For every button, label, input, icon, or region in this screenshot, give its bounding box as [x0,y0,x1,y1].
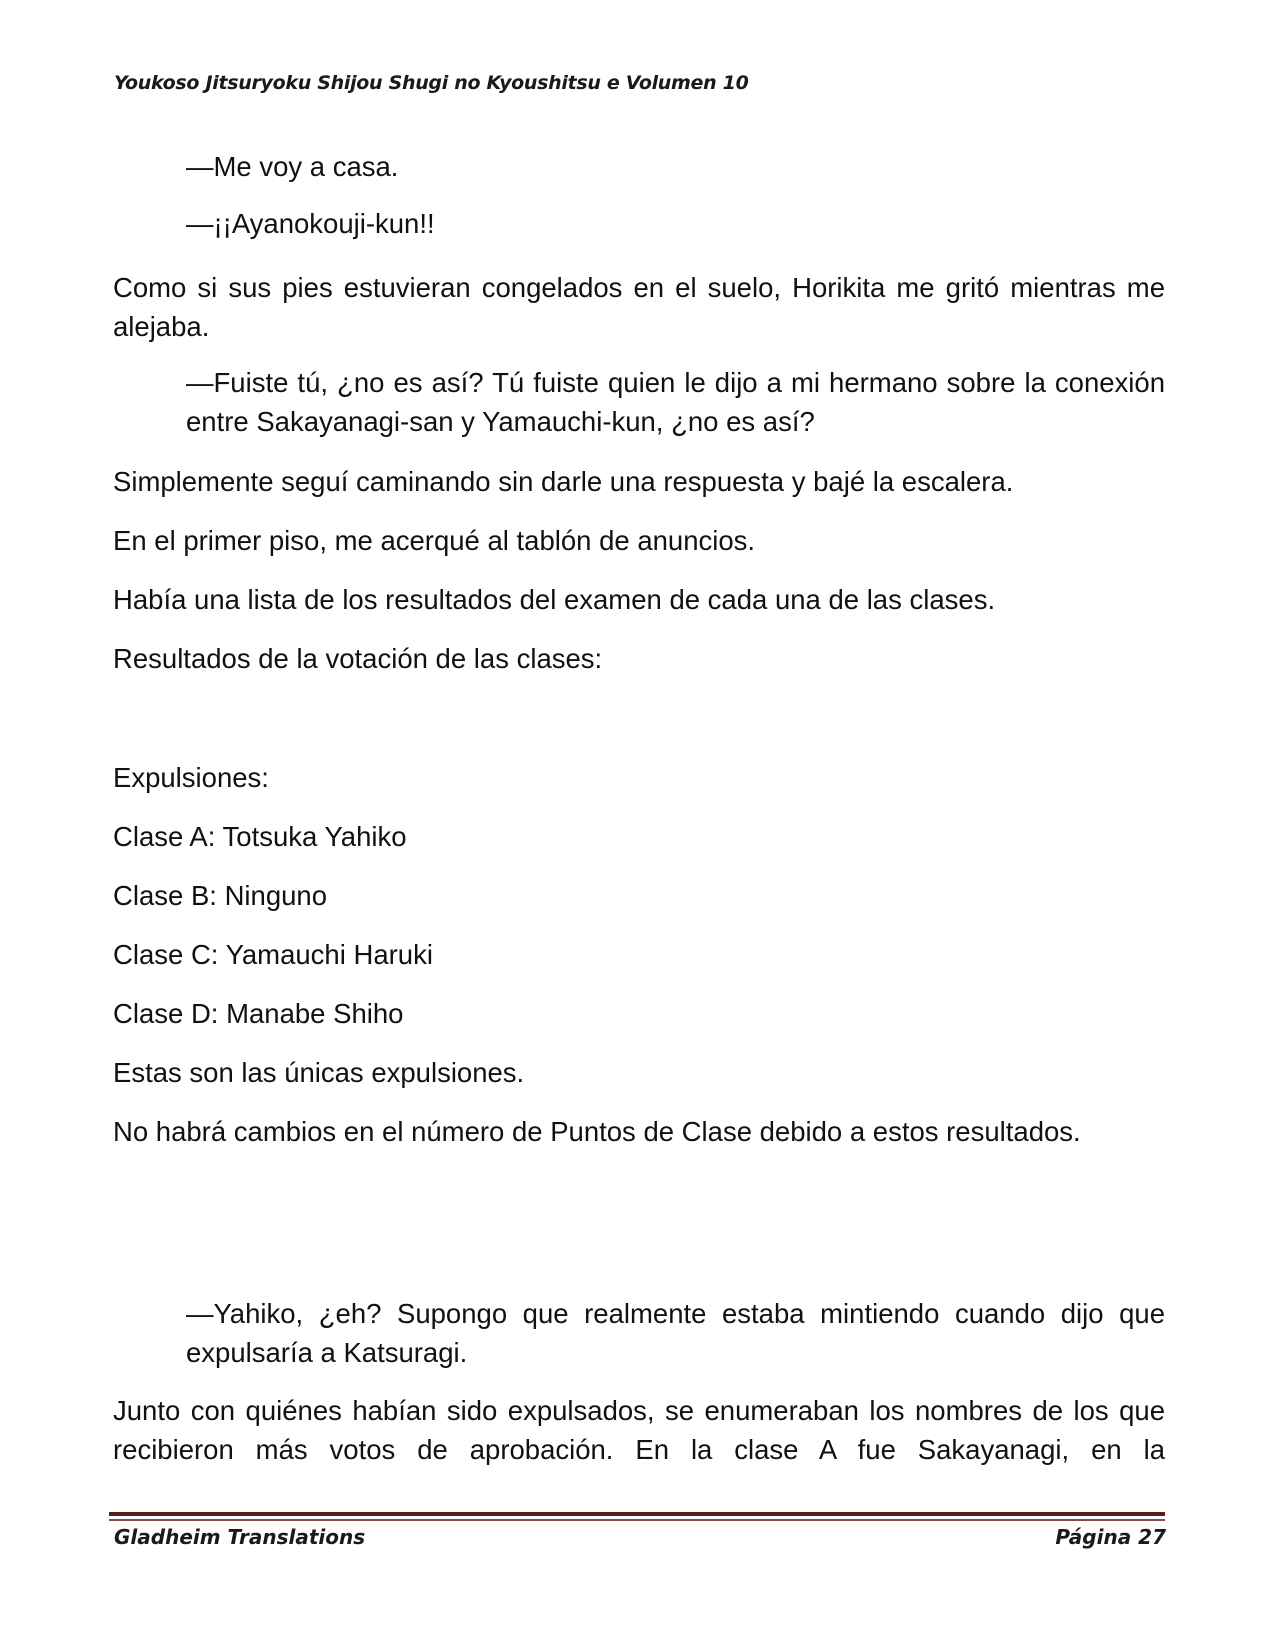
expulsions-note: Estas son las únicas expulsiones. [113,1057,525,1088]
paragraph-narration-2: Simplemente seguí caminando sin darle una respuesta y bajé la escalera. [113,466,1014,497]
expulsions-heading: Expulsiones: [113,762,269,793]
expulsion-class-b: Clase B: Ninguno [113,880,328,911]
paragraph-dialogue-3: —Fuiste tú, ¿no es así? Tú fuiste quien le dijo a mi hermano sobre la conexión entre Sakayanagi-san y Yamauchi-kun, ¿no es así? [186,367,1165,437]
paragraph-dialogue-2: —¡¡Ayanokouji-kun!! [186,208,435,239]
footer-rule [109,1512,1165,1516]
paragraph-narration-5: Junto con quiénes habían sido expulsados, se enumeraban los nombres de los que recibieron más votos de aprobación. En la clase A fue Sakayanagi, en la [113,1395,1165,1465]
paragraph-narration-1: Como si sus pies estuvieran congelados en el suelo, Horikita me gritó mientras me alejaba. [113,272,1165,342]
paragraph-narration-4: Había una lista de los resultados del examen de cada una de las clases. [113,584,996,615]
footer-credit: Gladheim Translations [114,1525,366,1549]
paragraph-narration-3: En el primer piso, me acerqué al tablón de anuncios. [113,525,756,556]
results-heading: Resultados de la votación de las clases: [113,643,603,674]
running-header: Youkoso Jitsuryoku Shijou Shugi no Kyoushitsu e Volumen 10 [114,72,749,94]
footer-rule-secondary [109,1519,1165,1521]
paragraph-dialogue-4: —Yahiko, ¿eh? Supongo que realmente estaba mintiendo cuando dijo que expulsaría a Katsuragi. [186,1298,1165,1368]
paragraph-dialogue-1: —Me voy a casa. [186,151,399,182]
expulsion-class-c: Clase C: Yamauchi Haruki [113,939,433,970]
expulsion-class-a: Clase A: Totsuka Yahiko [113,821,407,852]
expulsion-class-d: Clase D: Manabe Shiho [113,998,404,1029]
class-points-note: No habrá cambios en el número de Puntos de Clase debido a estos resultados. [113,1116,1081,1147]
page-number: Página 27 [1055,1525,1166,1549]
